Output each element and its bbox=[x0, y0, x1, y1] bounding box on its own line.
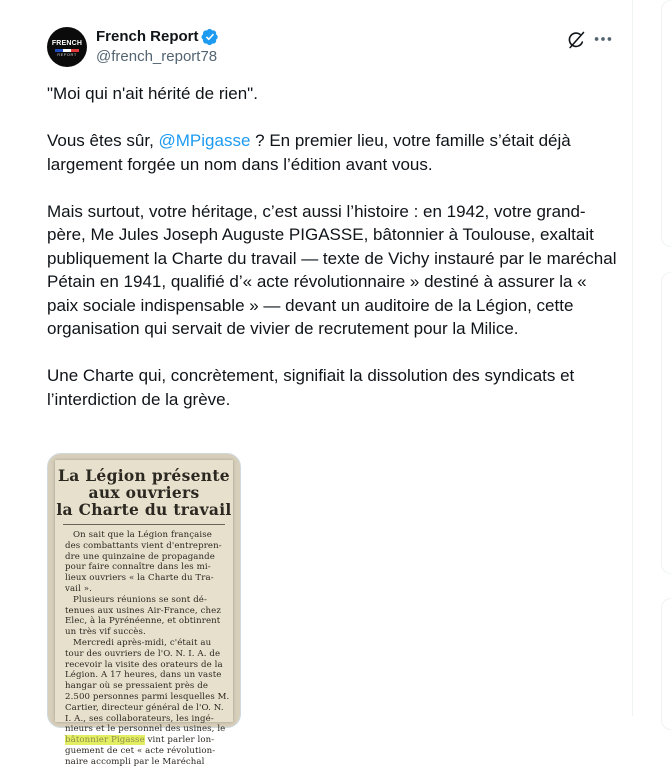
clipping-line: Légion. A 17 heures, dans un vaste bbox=[65, 670, 222, 681]
clipping-line-text: vint parler lon- bbox=[144, 735, 215, 746]
clipping-line: Plusieurs réunions se sont dé- bbox=[73, 594, 207, 605]
tweet-paragraph-2-end: ? En premier lieu, votre famille s’était déjà largement forgée un nom dans l’édition avant vous. bbox=[47, 131, 571, 174]
tweet-paragraph-2 bbox=[47, 129, 617, 176]
clipping-divider bbox=[63, 524, 225, 525]
clipping-line: un très vif succès. bbox=[65, 627, 146, 638]
clipping-line: tour des ouvriers de l'O. N. I. A. de bbox=[65, 648, 221, 659]
clipping-line: 2.500 personnes parmi lesquelles M. bbox=[65, 691, 230, 702]
sidebar-card-edge bbox=[661, 272, 671, 574]
sidebar-card-edge bbox=[661, 0, 671, 247]
clipping-line: des combattants vient d'entrepren- bbox=[65, 540, 222, 551]
clipping-line: On sait que la Légion française bbox=[73, 530, 212, 540]
tweet-paragraph-3: Mais surtout, votre héritage, c’est aussi l’histoire : en 1942, votre grand-père, Me Jules Joseph Auguste PIGASSE, bâtonnier à Toulouse, exaltait publiquement la Charte du travail — texte de Vichy instauré par le maréchal Pétain en 1941, qualifié d’« acte révolutionnaire » destiné à assurer la « paix sociale indispensable » — devant un auditoire de la Légion, cette organisation qui servait de vivier de recrutement pour la Milice. bbox=[47, 201, 617, 338]
clipping-line: Cartier, directeur général de l'O. N. bbox=[65, 702, 224, 713]
clipping-line: lieux ouvriers « la Charte du Tra- bbox=[65, 573, 214, 584]
highlighted-name: bâtonnier Pigasse bbox=[65, 735, 145, 746]
tweet-paragraph-1: "Moi qui n'ait hérité de rien". bbox=[47, 84, 258, 103]
tweet-paragraph-4: Une Charte qui, concrètement, signifiait la dissolution des syndicats et l’interdiction de la grève. bbox=[47, 366, 575, 409]
clipping-body bbox=[55, 530, 233, 768]
clipping-line: Mercredi après-midi, c'était au bbox=[73, 637, 212, 648]
grok-icon[interactable] bbox=[566, 30, 586, 50]
clipping-line: recevoir la visite des orateurs de la bbox=[65, 659, 223, 670]
clipping-line: guement de cet « acte révolution- bbox=[65, 745, 216, 756]
clipping-line: nieurs et le personnel des usines, le bbox=[65, 724, 226, 735]
clipping-line: dre une quinzaine de propagande bbox=[65, 551, 215, 562]
avatar-logo-subtext: REPORT bbox=[57, 52, 77, 57]
sidebar-card-edge bbox=[661, 598, 671, 730]
clipping-headline-1: La Légion présente bbox=[58, 466, 230, 485]
right-sidebar-edge bbox=[633, 0, 670, 716]
author-handle[interactable]: @french_report78 bbox=[96, 48, 218, 65]
clipping-line: Elec, à la Pyrénéenne, et obtinrent bbox=[65, 616, 221, 627]
author-name[interactable]: French Report bbox=[96, 28, 199, 45]
clipping-line: tenues aux usines Air-France, chez bbox=[65, 605, 221, 616]
tweet-text bbox=[47, 82, 617, 435]
mention-link[interactable]: @MPigasse bbox=[158, 131, 251, 150]
clipping-line: pour faire connaître dans les mi- bbox=[65, 562, 211, 573]
author-avatar[interactable] bbox=[47, 27, 87, 67]
verified-badge-icon bbox=[201, 28, 219, 46]
newspaper-clipping bbox=[55, 460, 233, 767]
clipping-line: naire accompli par le Maréchal bbox=[65, 756, 205, 767]
avatar-logo-text: FRENCH bbox=[51, 40, 83, 47]
tweet-paragraph-2-start: Vous êtes sûr, bbox=[47, 131, 159, 150]
clipping-headline-2: aux ouvriers bbox=[88, 483, 200, 502]
attached-image[interactable] bbox=[47, 453, 241, 767]
clipping-line: vail ». bbox=[65, 583, 92, 594]
clipping-headline-3: la Charte du travail bbox=[56, 500, 232, 519]
clipping-line-highlighted bbox=[65, 735, 227, 746]
clipping-line: I. A., ses collaborateurs, les ingé- bbox=[65, 713, 214, 724]
clipping-line: hangar où se pressaient près de bbox=[65, 681, 209, 692]
more-horizontal-icon[interactable] bbox=[592, 28, 614, 50]
